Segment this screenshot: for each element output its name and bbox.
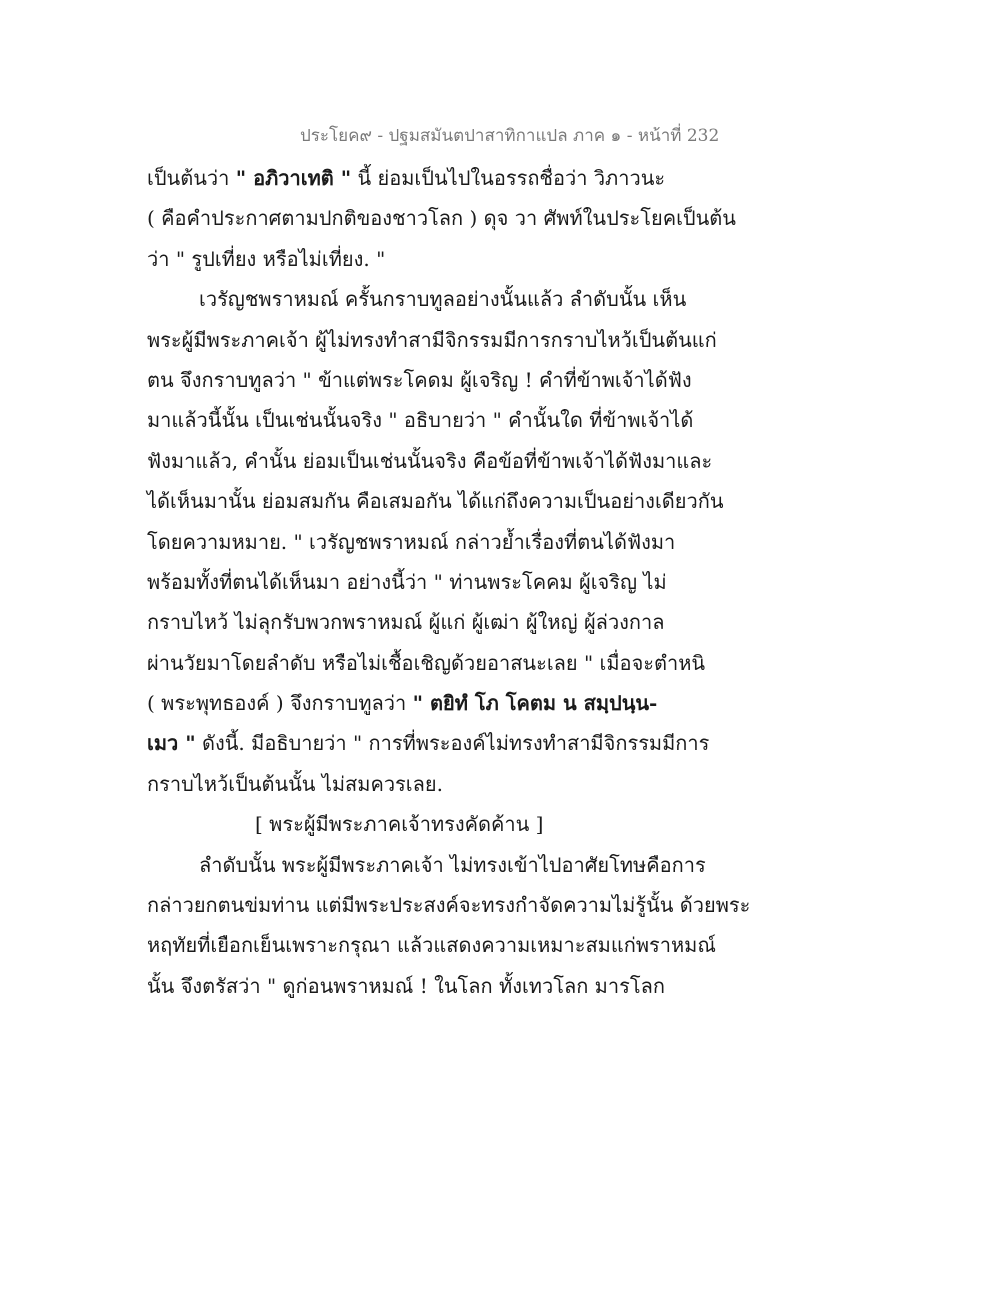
text-line: หฤทัยที่เยือกเย็นเพราะกรุณา แล้วแสดงความเหมาะสมแก่พราหมณ์	[147, 933, 716, 958]
text-line: ฟังมาแล้ว, คำนั้น ย่อมเป็นเช่นนั้นจริง คือข้อที่ข้าพเจ้าได้ฟังมาและ	[147, 448, 713, 473]
bold-term: " อภิวาเทติ "	[235, 166, 352, 190]
text-line: พระผู้มีพระภาคเจ้า ผู้ไม่ทรงทำสามีจิกรรมมีการกราบไหว้เป็นต้นแก่	[147, 327, 717, 352]
bold-term: เมว "	[147, 731, 196, 756]
text-line: ตน จึงกราบทูลว่า " ข้าแต่พระโคดม ผู้เจริญ ! คำที่ข้าพเจ้าได้ฟัง	[147, 367, 692, 392]
section-heading: [ พระผู้มีพระภาคเจ้าทรงคัดค้าน ]	[255, 812, 544, 837]
text-line: มาแล้วนี้นั้น เป็นเช่นนั้นจริง " อธิบายว่า " คำนั้นใด ที่ข้าพเจ้าได้	[147, 408, 694, 433]
text-line	[147, 723, 727, 763]
text-line: ผ่านวัยมาโดยลำดับ หรือไม่เชื้อเชิญด้วยอาสนะเลย " เมื่อจะตำหนิ	[147, 650, 706, 675]
bold-term: " ตยิทํ โภ โคตม น สมฺปนฺน-	[412, 691, 658, 716]
text-line: โดยความหมาย. " เวรัญชพราหมณ์ กล่าวย้ำเรื่องที่ตนได้ฟังมา	[147, 529, 676, 554]
page-header: ประโยค๙ - ปฐมสมันตปาสาทิกาแปล ภาค ๑ - หน้าที่ 232	[300, 126, 720, 146]
text-line: ได้เห็นมานั้น ย่อมสมกัน คือเสมอกัน ได้แก่ถึงความเป็นอย่างเดียวกัน	[147, 489, 724, 514]
text-line: กราบไหว้ ไม่ลุกรับพวกพราหมณ์ ผู้แก่ ผู้เฒ่า ผู้ใหญ่ ผู้ล่วงกาล	[147, 610, 665, 635]
text-line: กราบไหว้เป็นต้นนั้น ไม่สมควรเลย.	[147, 771, 443, 796]
paragraph-start-line: ลำดับนั้น พระผู้มีพระภาคเจ้า ไม่ทรงเข้าไปอาศัยโทษคือการ	[199, 852, 706, 877]
text-segment: ดังนี้. มีอธิบายว่า " การที่พระองค์ไม่ทรงทำสามีจิกรรมมีการ	[195, 731, 710, 756]
text-segment: นี้ ย่อมเป็นไปในอรรถชื่อว่า วิภาวนะ	[351, 166, 666, 190]
body-text	[147, 158, 751, 1006]
text-line: ว่า " รูปเที่ยง หรือไม่เที่ยง. "	[147, 246, 386, 271]
text-line: ( คือคำประกาศตามปกติของชาวโลก ) ดุจ วา ศัพท์ในประโยคเป็นต้น	[147, 206, 736, 231]
text-segment: ( พระพุทธองค์ ) จึงกราบทูลว่า	[147, 691, 413, 716]
paragraph-start-line: เวรัญชพราหมณ์ ครั้นกราบทูลอย่างนั้นแล้ว ลำดับนั้น เห็น	[199, 287, 687, 312]
text-line: พร้อมทั้งที่ตนได้เห็นมา อย่างนี้ว่า " ท่านพระโคคม ผู้เจริญ ไม่	[147, 569, 667, 594]
text-line: กล่าวยกตนข่มท่าน แต่มีพระประสงค์จะทรงกำจัดความไม่รู้นั้น ด้วยพระ	[147, 893, 751, 918]
text-line: นั้น จึงตรัสว่า " ดูก่อนพราหมณ์ ! ในโลก ทั้งเทวโลก มารโลก	[147, 973, 665, 998]
text-segment: เป็นต้นว่า	[147, 166, 236, 190]
text-line	[147, 158, 727, 198]
text-line	[147, 683, 727, 723]
